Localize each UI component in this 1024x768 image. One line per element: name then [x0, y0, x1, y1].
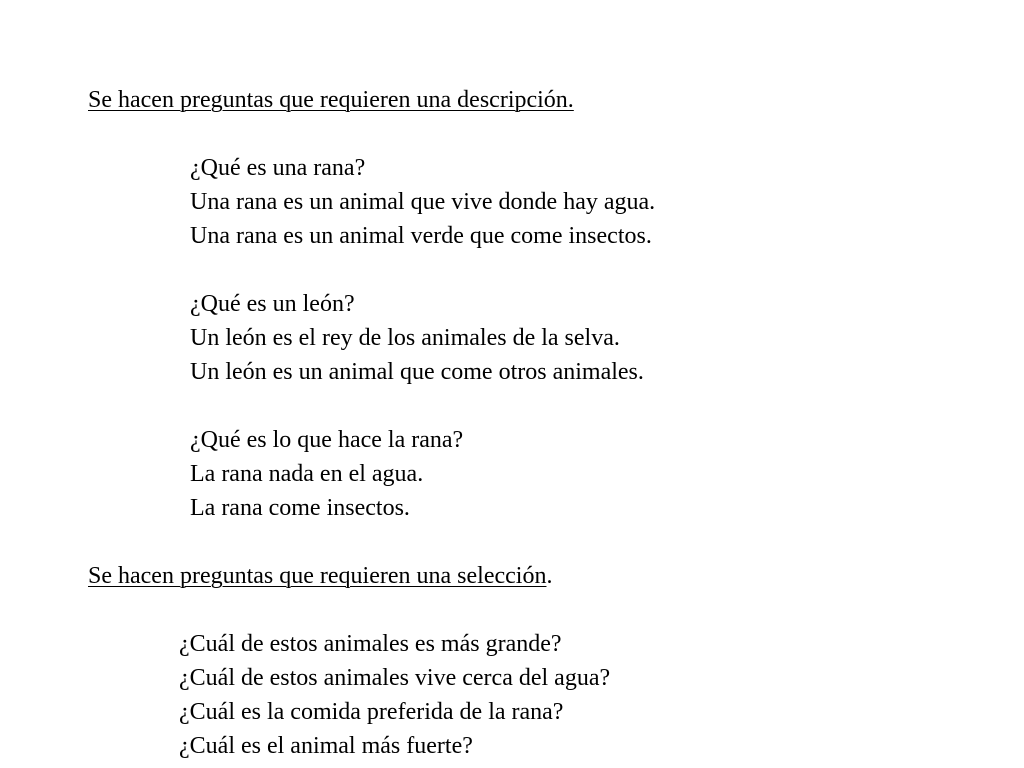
question-text: ¿Qué es un león?	[190, 291, 355, 317]
answer-text: La rana nada en el agua.	[190, 461, 424, 487]
answer-text: Una rana es un animal que vive donde hay agua.	[190, 189, 656, 215]
heading-text: Se hacen preguntas que requieren una descripción.	[88, 87, 574, 113]
answer-text: Una rana es un animal verde que come insectos.	[190, 223, 652, 249]
selection-question: ¿Cuál es el animal más fuerte?	[179, 733, 473, 759]
selection-question: ¿Cuál de estos animales es más grande?	[179, 631, 562, 657]
selection-question: ¿Cuál es la comida preferida de la rana?	[179, 699, 564, 725]
section-heading-selection	[88, 562, 552, 590]
question-text: ¿Qué es una rana?	[190, 155, 366, 181]
selection-question: ¿Cuál de estos animales vive cerca del agua?	[179, 665, 611, 691]
answer-text: Un león es el rey de los animales de la selva.	[190, 325, 620, 351]
heading-text: Se hacen preguntas que requieren una selección	[88, 563, 547, 589]
section-heading-description	[88, 86, 574, 114]
answer-text: La rana come insectos.	[190, 495, 410, 521]
answer-text: Un león es un animal que come otros animales.	[190, 359, 644, 385]
heading-period: .	[546, 563, 553, 589]
question-text: ¿Qué es lo que hace la rana?	[190, 427, 464, 453]
